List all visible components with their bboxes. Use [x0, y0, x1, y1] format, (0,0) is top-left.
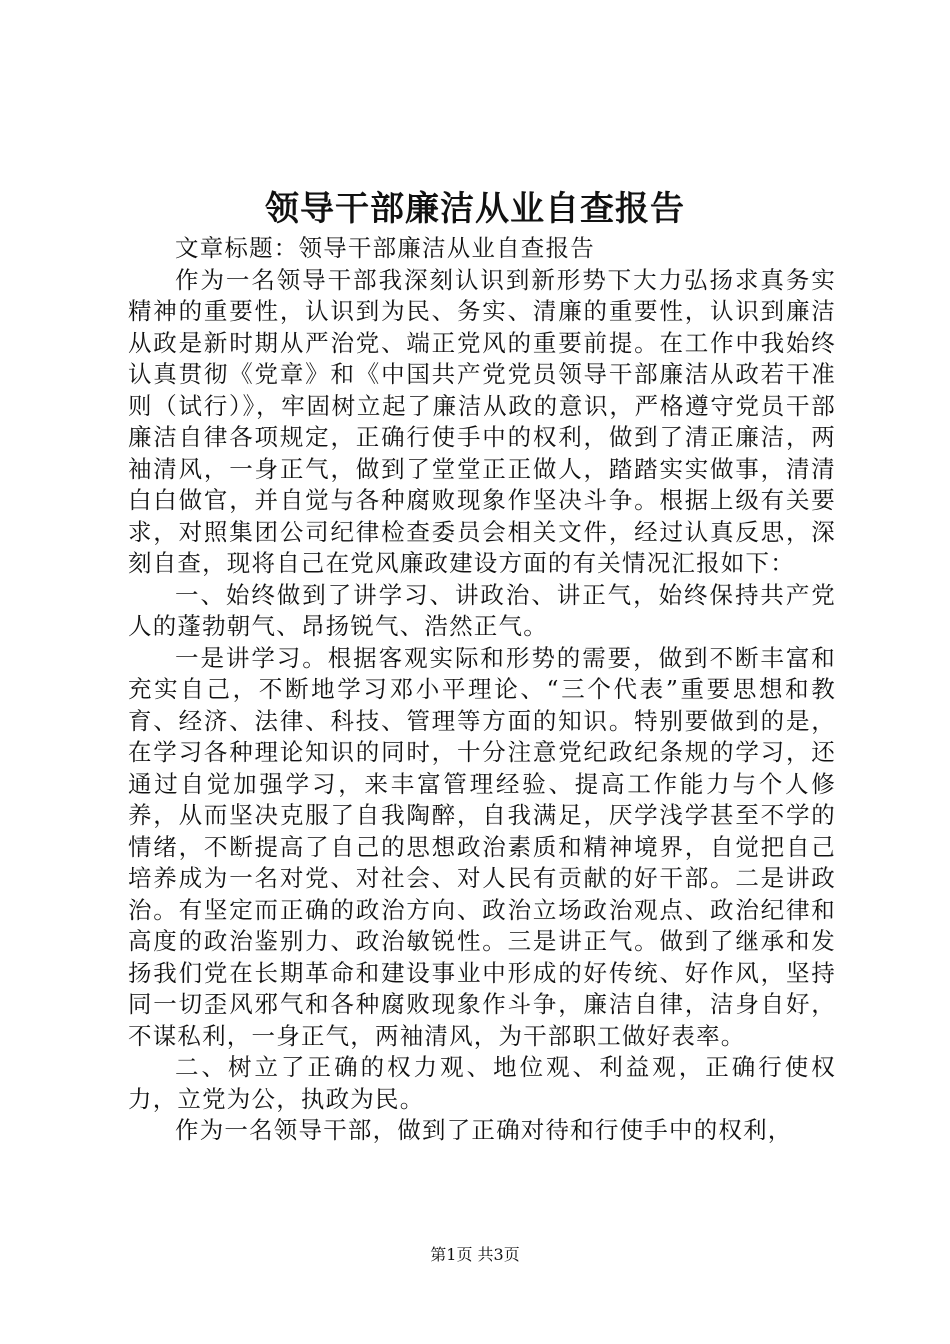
page-number-footer: 第1页 共3页: [430, 1245, 520, 1264]
paragraph-section-one-body: 一是讲学习。根据客观实际和形势的需要，做到不断丰富和充实自己，不断地学习邓小平理论、“三个代表”重要思想和教育、经济、法律、科技、管理等方面的知识。特别要做到的是，在学习各种理论知识的同时，十分注意党纪政纪条规的学习，还通过自觉加强学习，来丰富管理经验、提高工作能力与个人修养，从而坚决克服了自我陶醉，自我满足，厌学浅学甚至不学的情绪，不断提高了自己的思想政治素质和精神境界，自觉把自己培养成为一名对党、对社会、对人民有贡献的好干部。二是讲政治。有坚定而正确的政治方向、政治立场政治观点、政治纪律和高度的政治鉴别力、政治敏锐性。三是讲正气。做到了继承和发扬我们党在长期革命和建设事业中形成的好传统、好作风，坚持同一切歪风邪气和各种腐败现象作斗争，廉洁自律，洁身自好，不谋私利，一身正气，两袖清风，为干部职工做好表率。: [128, 643, 836, 1050]
paragraph-section-two-body: 作为一名领导干部，做到了正确对待和行使手中的权利，: [175, 1116, 793, 1144]
paragraph-introduction: 作为一名领导干部我深刻认识到新形势下大力弘扬求真务实精神的重要性，认识到为民、务实、清廉的重要性，认识到廉洁从政是新时期从严治党、端正党风的重要前提。在工作中我始终认真贯彻《党章》和《中国共产党党员领导干部廉洁从政若干准则（试行）》，牢固树立起了廉洁从政的意识，严格遵守党员干部廉洁自律各项规定，正确行使手中的权利，做到了清正廉洁，两袖清风，一身正气，做到了堂堂正正做人，踏踏实实做事，清清白白做官，并自觉与各种腐败现象作坚决斗争。根据上级有关要求，对照集团公司纪律检查委员会相关文件，经过认真反思，深刻自查，现将自己在党风廉政建设方面的有关情况汇报如下：: [128, 265, 836, 577]
paragraph-section-one-heading: 一、始终做到了讲学习、讲政治、讲正气，始终保持共产党人的蓬勃朝气、昂扬锐气、浩然正气。: [128, 580, 836, 640]
paragraph-section-two-heading: 二、树立了正确的权力观、地位观、利益观，正确行使权力，立党为公，执政为民。: [128, 1053, 836, 1113]
paragraph-article-title: 文章标题：领导干部廉洁从业自查报告: [175, 234, 595, 262]
document-title: 领导干部廉洁从业自查报告: [265, 189, 685, 229]
document-body: [128, 233, 836, 1147]
